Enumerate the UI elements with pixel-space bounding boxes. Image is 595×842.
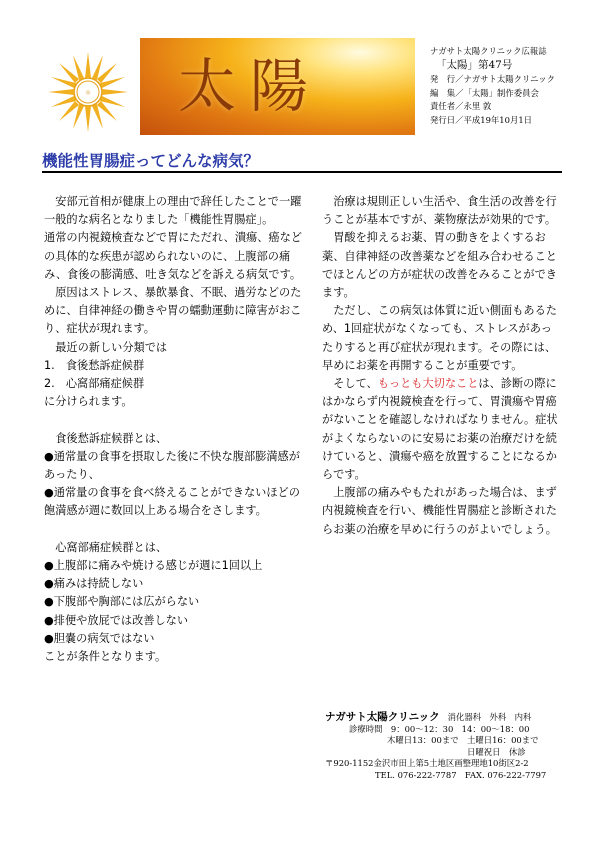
paragraph bbox=[322, 375, 562, 484]
bullet-item: ●排便や放屁では改善しない bbox=[44, 613, 189, 627]
masthead bbox=[430, 45, 590, 127]
issue-number: 「太陽」第47号 bbox=[436, 59, 513, 72]
list-item: 2. 心窩部痛症候群 bbox=[44, 377, 145, 391]
text-segment: そして、 bbox=[333, 377, 378, 391]
article-title: 機能性胃腸症ってどんな病気？ bbox=[42, 152, 260, 170]
paragraph: に分けられます。 bbox=[44, 395, 133, 409]
responsible-person: 責任者／永里 敦 bbox=[430, 101, 492, 112]
paragraph: 安部元首相が健康上の理由で辞任したことで一躍一般的な病名となりました「機能性胃腸症」。 bbox=[44, 195, 302, 227]
paragraph: 上腹部の痛みやもたれがあった場合は、まず内視鏡検査を行い、機能性胃腸症と診断されたらお薬の治療を早めに行うのがよいでしょう。 bbox=[322, 486, 557, 536]
bullet-item: ●通常量の食事を摂取した後に不快な腹部膨満感があったり、 bbox=[44, 449, 300, 482]
paragraph: 治療は規則正しい生活や、食生活の改善を行うことが基本ですが、薬物療法が効果的です。 bbox=[322, 195, 557, 227]
paragraph: ことが条件となります。 bbox=[44, 650, 167, 664]
paragraph: 通常の内視鏡検査などで胃にただれ、潰瘍、癌などの具体的な疾患が認められないのに、上腹部の痛み、食後の膨満感、吐き気などを訴える病気です。 bbox=[44, 231, 302, 281]
list-item: 1. 食後愁訴症候群 bbox=[44, 358, 145, 372]
address: 〒920-1152金沢市田上第5土地区画整理地10街区2-2 bbox=[325, 758, 529, 769]
bullet-item: ●下腹部や胸部には広がらない bbox=[44, 595, 200, 609]
clinic-info bbox=[325, 712, 565, 782]
bullet-item: ●痛みは持続しない bbox=[44, 577, 144, 591]
right-column bbox=[322, 193, 562, 539]
highlight-text: もっとも大切なこと bbox=[377, 377, 479, 391]
text-segment: は、診断の際にはかならず内視鏡検査を行って、胃潰瘍や胃癌がないことを確認しなければなりません。症状がよくならないのに安易にお薬の治療だけを続けていると、潰瘍や癌を放置することになるからです。 bbox=[322, 377, 558, 482]
publisher-line: ナガサト太陽クリニック広報誌 bbox=[430, 46, 547, 56]
paragraph: 心窩部痛症候群とは、 bbox=[55, 540, 168, 554]
bullet-item: ●上腹部に痛みや焼ける感じが週に1回以上 bbox=[44, 559, 263, 573]
sun-logo bbox=[46, 50, 130, 134]
issuer: 発 行／ナガサト太陽クリニック bbox=[430, 74, 555, 85]
hours-line: 木曜日13：00まで 土曜日16：00まで bbox=[387, 735, 539, 746]
departments: 消化器科 外科 内科 bbox=[447, 712, 532, 722]
svg-text:☼: ☼ bbox=[84, 89, 92, 97]
clinic-name: ナガサト太陽クリニック bbox=[325, 711, 440, 723]
bullet-item: ●通常量の食事を食べ終えることができないほどの飽満感が週に数回以上ある場合をさします。 bbox=[44, 486, 300, 518]
bullet-item: ●胆嚢の病気ではない bbox=[44, 631, 155, 645]
title-banner bbox=[140, 38, 415, 135]
issue-date: 発行日／平成19年10月1日 bbox=[430, 114, 533, 125]
paragraph: 食後愁訴症候群とは、 bbox=[55, 431, 168, 445]
paragraph: 原因はストレス、暴飲暴食、不眠、過労などのために、自律神経の働きや胃の蠕動運動に障害がおこり、症状が現れます。 bbox=[44, 286, 302, 336]
banner-title: 太陽 bbox=[178, 52, 323, 120]
paragraph: 最近の新しい分類では bbox=[55, 340, 168, 354]
paragraph: ただし、この病気は体質に近い側面もあるため、1回症状がなくなっても、ストレスがあったりすると再び症状が現れます。その際には、早めにお薬を再開することが重要です。 bbox=[322, 304, 557, 372]
left-column bbox=[44, 193, 302, 666]
closed-days: 日曜祝日 休診 bbox=[467, 746, 526, 757]
editor: 編 集／「太陽」制作委員会 bbox=[430, 87, 539, 98]
contact: TEL. 076-222-7787 FAX. 076-222-7797 bbox=[375, 769, 547, 780]
paragraph: 胃酸を抑えるお薬、胃の動きをよくするお薬、自律神経の改善薬などを組み合わせることでほとんどの方が症状の改善をみることができます。 bbox=[322, 231, 557, 300]
title-rule bbox=[42, 171, 562, 173]
hours-line: 診療時間 9：00～12：30 14：00～18：00 bbox=[349, 723, 530, 734]
